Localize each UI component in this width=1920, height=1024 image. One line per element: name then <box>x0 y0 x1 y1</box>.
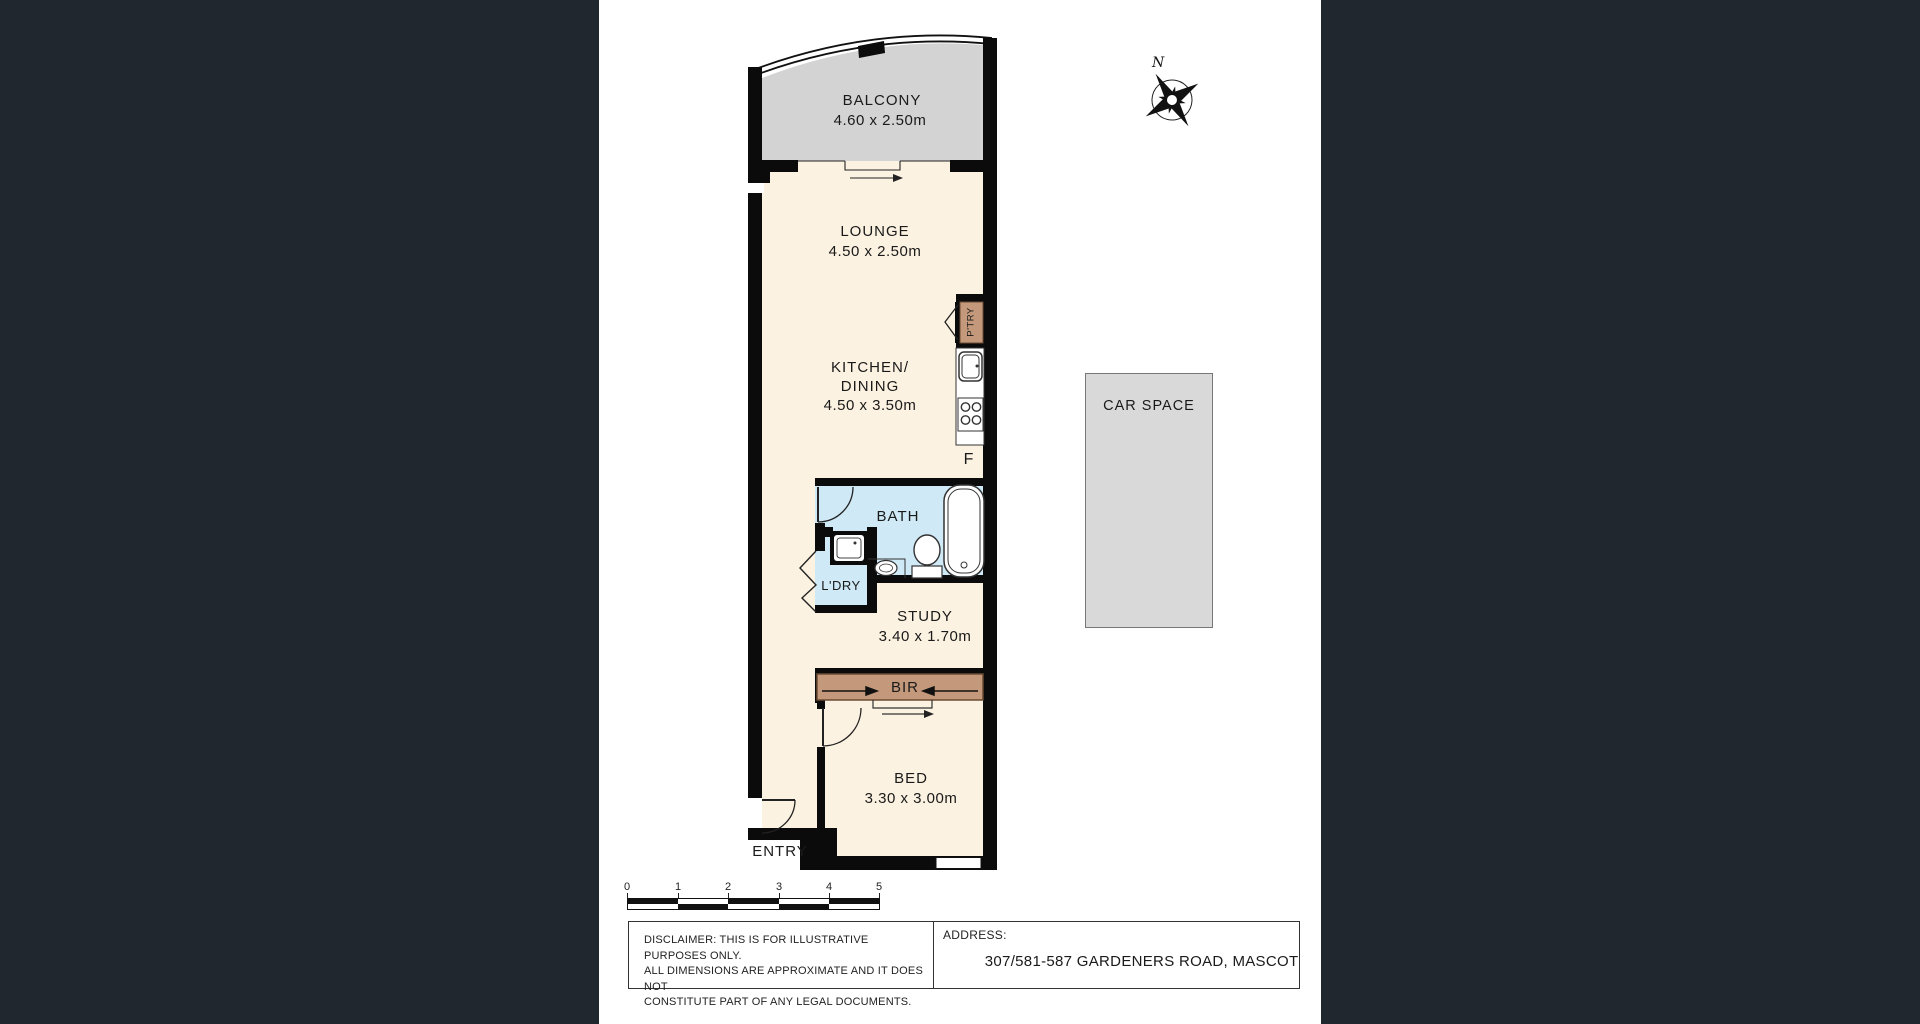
compass-rose <box>1129 57 1214 142</box>
bed-label: BED <box>894 770 928 787</box>
address-cell <box>934 922 1299 988</box>
study-label: STUDY <box>897 608 953 625</box>
disclaimer-line-1: DISCLAIMER: THIS IS FOR ILLUSTRATIVE PURPOSES ONLY. <box>644 934 869 962</box>
toilet-tank <box>912 566 942 578</box>
balcony-dims: 4.60 x 2.50m <box>833 112 927 129</box>
scale-tick-2: 2 <box>724 881 732 893</box>
disclaimer-line-2: ALL DIMENSIONS ARE APPROXIMATE AND IT DOES NOT <box>644 965 923 993</box>
bathtub <box>944 485 984 577</box>
pantry-label: P'TRY <box>965 307 977 337</box>
scale-tick-3: 3 <box>775 881 783 893</box>
kitchen-label-1: KITCHEN/ <box>830 359 910 376</box>
entry-label: ENTRY <box>752 843 808 860</box>
bed-dims: 3.30 x 3.00m <box>864 790 958 807</box>
kitchen-fixtures <box>956 348 984 445</box>
sink-tap <box>976 365 979 368</box>
bath-label: BATH <box>876 508 920 525</box>
toilet <box>914 535 940 565</box>
bir-label: BIR <box>890 679 920 696</box>
bedroom-window <box>936 858 981 869</box>
balcony-label: BALCONY <box>842 92 922 109</box>
scale-tick-1: 1 <box>674 881 682 893</box>
kitchen-dims: 4.50 x 3.50m <box>823 397 917 414</box>
address-value: 307/581-587 GARDENERS ROAD, MASCOT <box>984 953 1299 970</box>
scale-tick-0: 0 <box>623 881 631 893</box>
scale-bar <box>627 898 880 910</box>
address-label: ADDRESS: <box>943 928 1007 942</box>
car-space-label: CAR SPACE <box>1103 398 1195 414</box>
wall-joint-gap <box>746 183 764 193</box>
lounge-dims: 4.50 x 2.50m <box>828 243 922 260</box>
study-dims: 3.40 x 1.70m <box>878 628 972 645</box>
kitchen-label-2: DINING <box>840 378 900 395</box>
disclaimer-cell <box>629 922 934 1008</box>
scale-tick-4: 4 <box>825 881 833 893</box>
basin <box>875 561 897 576</box>
footer-box <box>628 921 1300 1008</box>
fridge-label: F <box>963 451 975 468</box>
laundry-label: L'DRY <box>821 578 861 593</box>
lounge-label: LOUNGE <box>840 223 910 240</box>
disclaimer-line-3: CONSTITUTE PART OF ANY LEGAL DOCUMENTS. <box>644 996 912 1008</box>
scale-tick-5: 5 <box>875 881 883 893</box>
compass-north-label: N <box>1152 55 1165 71</box>
